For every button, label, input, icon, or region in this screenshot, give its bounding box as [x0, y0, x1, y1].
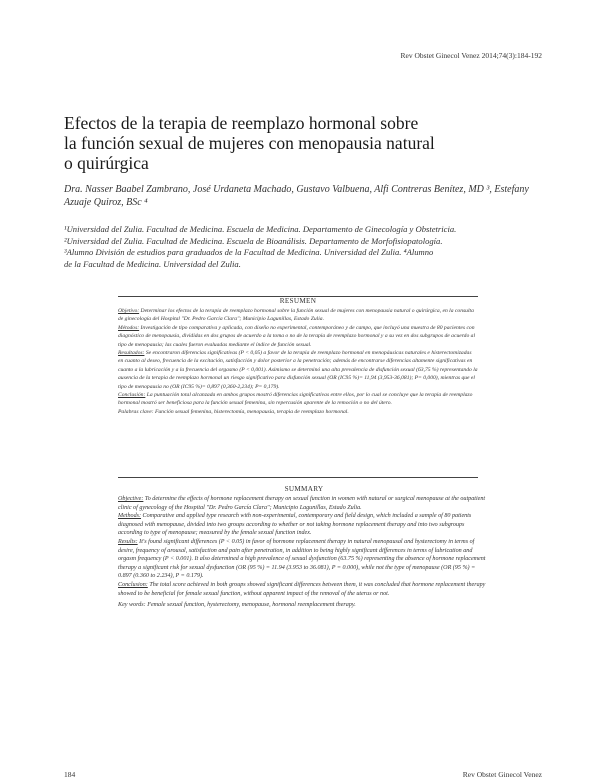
title-line: la función sexual de mujeres con menopausia natural: [64, 133, 435, 153]
article-title: [64, 113, 484, 173]
summary-objective: [118, 495, 490, 512]
conclusion-label-en: Conclusion:: [118, 581, 148, 588]
resumen-objetivo: [118, 307, 478, 324]
summary-conclusion: [118, 581, 490, 598]
metodos-label: Métodos:: [118, 324, 140, 331]
objective-text: To determine the effects of hormone replacement therapy on sexual function in women with natural or surgical menopause at the outpatient clinic of gynecology of the Hospital "Dr. Pedro García Clara"; Municipio Lagunillas, Estado Zulia.: [118, 496, 486, 511]
key-words: Key words: Female sexual function, hysterectomy, menopause, hormonal reemplacement therapy.: [118, 602, 356, 609]
authors: Dra. Nasser Baabel Zambrano, José Urdaneta Machado, Gustavo Valbuena, Alfi Contreras Benítez, MD ³, Estefany Azuaje Quiroz, BSc ⁴: [64, 184, 529, 208]
methods-label: Methods:: [118, 513, 142, 520]
conclusion-text-en: The total score achieved in both groups showed significant differences between them, it was concluded that hormone replacement therapy showed to be beneficial for female sexual function, without apparent impact of the removal of the uterus or not.: [118, 581, 486, 597]
resumen-resultados: [118, 349, 478, 391]
resultados-text: Se encontraron diferencias significativas (P < 0,05) a favor de la terapia de reemplazo hormonal en menopáusicas naturales e histerectomizadas en cuanto al deseo, frecuencia de la excitación, satisfacción y dolor posterior a la penetración; además de encontrarse diferencias altamente significativas en cuanto a la lubricación y a la frecuencia del orgasmo (P < 0,001). Asimismo se determinó una alta prevalencia de disfunción sexual (63,75 %) representando la ausencia de la terapia de reemplazo hormonal un riesgo significativo para disfunción sexual (OR (IC95 %)= 11,94 (3,953-36,081); P= 0,000), mientras que el tipo de menopausia no (OR (IC95 %)= 0,897 (0,360-2,234); P= 0,179).: [118, 350, 478, 390]
palabras-clave: Palabras clave: Función sexual femenina, histerectomía, menopausia, terapia de reemplazo hormonal.: [118, 408, 349, 415]
running-header: Rev Obstet Ginecol Venez 2014;74(3):184-192: [400, 51, 542, 60]
results-text: It's found significant differences (P < 0.05) in favor of hormone replacement therapy in natural menopausal and hysterectomy in terms of desire, frequency of arousal, satisfaction and pain after penetration, in addition to being highly significant differences in terms of lubrication and orgasm frequency (P < 0.001). It also determined a high prevalence of sexual dysfunction (63.75 %) representing the absence of hormone replacement therapy a significant risk for sexual dysfunction (OR (95 %) = 11.94 (3.953 to 36.081), P = 0.000), while not the type of menopause (OR (95 %) = 0.897 (0.360 to 2.234), P = 0.179).: [118, 538, 486, 580]
affiliation-line: ³Alumno División de estudios para graduados de la Facultad de Medicina. Universidad del Zulia. ⁴Alumno: [64, 247, 434, 257]
summary-methods: [118, 512, 490, 538]
resumen-conclusion: [118, 391, 478, 408]
metodos-text: Investigación de tipo comparativa y aplicada, con diseño no experimental, contemporáneo y de campo, que incluyó una muestra de 80 pacientes con diagnóstico de menopausia, divididas en dos grupos de acuerdo a la toma o no de la terapia de reemplazo hormonal y a su vez en dos subgrupos de acuerdo al tipo de menopausia; las cuales fueron evaluadas mediante el índice de función sexual.: [118, 324, 476, 348]
title-line: Efectos de la terapia de reemplazo hormonal sobre: [64, 113, 419, 133]
results-label: Results:: [118, 538, 138, 545]
resumen-body: [118, 307, 478, 416]
conclusion-text: La puntuación total alcanzada en ambos grupos mostró diferencias significativas entre ellos, por lo cual se concluye que la terapia de reemplazo hormonal mostró ser beneficiosa para la función sexual femenina, sin repercusión aparente de la remoción o no del útero.: [118, 392, 473, 407]
resumen-heading: RESUMEN: [279, 297, 317, 305]
affiliations: [64, 224, 544, 270]
footer-journal: Rev Obstet Ginecol Venez: [462, 770, 542, 779]
objective-label: Objective:: [118, 496, 144, 502]
affiliation-line: ²Universidad del Zulia. Facultad de Medicina. Escuela de Bioanálisis. Departamento de Morfofisiopatología.: [64, 235, 443, 246]
resultados-label: Resultados:: [118, 350, 145, 357]
methods-text: Comparative and applied type research with non-experimental, contemporary and field design, which included a sample of 80 patients diagnosed with menopause, divided into two groups according to whether or not taking hormone replacement therapy and into two subgroups according to type of menopause; measured by the female sexual function index.: [118, 513, 472, 537]
affiliation-line: de la Facultad de Medicina. Universidad del Zulia.: [64, 258, 241, 269]
page-number: 184: [64, 770, 76, 779]
objetivo-text: Determinar los efectos de la terapia de reemplazo hormonal sobre la función sexual de mujeres con menopausia natural o quirúrgica, en la consulta de ginecología del Hospital "Dr. Pedro García Clara"; Municipio Lagunillas, Estado Zulia.: [118, 308, 474, 323]
summary-body: [118, 495, 490, 610]
summary-heading: SUMMARY: [284, 485, 324, 493]
affiliation-line: ¹Universidad del Zulia. Facultad de Medicina. Escuela de Medicina. Departamento de Ginecología y Obstetricia.: [64, 224, 457, 234]
conclusion-label: Conclusión:: [118, 392, 146, 399]
title-line: o quirúrgica: [64, 153, 149, 173]
divider: [118, 477, 478, 478]
summary-results: [118, 538, 490, 581]
resumen-metodos: [118, 324, 478, 349]
objetivo-label: Objetivo:: [118, 308, 140, 314]
